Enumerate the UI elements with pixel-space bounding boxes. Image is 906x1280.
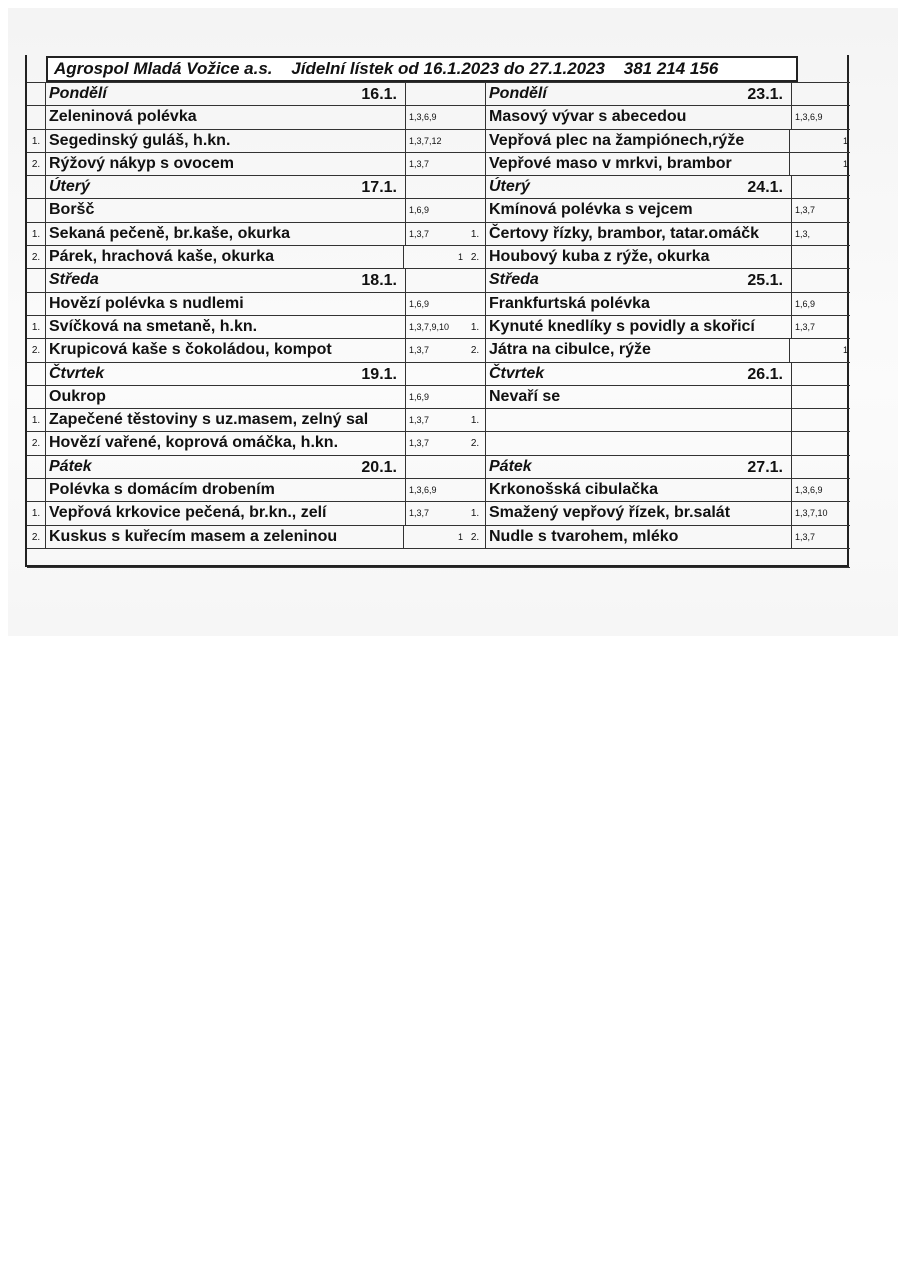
allergens-cell: [406, 363, 465, 385]
dish-label: Rýžový nákyp s ovocem: [49, 154, 234, 172]
dish-label: Kuskus s kuřecím masem a zeleninou: [49, 527, 338, 545]
dish-number: 2.: [465, 432, 486, 454]
day-header-row: [465, 455, 850, 478]
dish-row: [27, 292, 465, 315]
allergens-cell: [406, 176, 465, 198]
dish-label: Zapečené těstoviny s uz.masem, zelný sal: [49, 411, 369, 429]
allergens-cell: [406, 83, 465, 105]
allergens-cell: 1: [842, 345, 848, 356]
dish-number: [27, 83, 46, 105]
dish-label: Segedinský guláš, h.kn.: [49, 131, 231, 149]
allergens-cell: 1,6,9: [795, 298, 816, 309]
dish-name: [46, 479, 406, 501]
week-2-column: [465, 82, 850, 568]
dish-row: [27, 431, 465, 454]
week-1-column: [27, 82, 465, 568]
dish-number: [27, 293, 46, 315]
dish-row: [465, 408, 850, 431]
dish-number: [465, 479, 486, 501]
day-date: 26.1.: [747, 365, 783, 383]
day-name: [46, 269, 406, 291]
allergens-cell: [792, 176, 850, 198]
allergens-cell: 1,3,7: [409, 438, 430, 449]
dish-label: Nudle s tvarohem, mléko: [489, 527, 679, 545]
dish-label: Kmínová polévka s vejcem: [489, 201, 693, 219]
dish-label: Polévka s domácím drobením: [49, 481, 275, 499]
allergens-cell: 1,3,6,9: [795, 112, 823, 123]
dish-label: Krkonošská cibulačka: [489, 481, 658, 499]
phone-number: 381 214 156: [623, 59, 719, 78]
day-header-row: [465, 175, 850, 198]
dish-number: [465, 83, 486, 105]
day-name: [486, 363, 792, 385]
dish-number: 2.: [465, 526, 486, 548]
dish-name: [486, 502, 792, 524]
dish-number: [465, 269, 486, 291]
allergens-cell: [792, 409, 850, 431]
dish-name: [486, 106, 792, 128]
day-date: 24.1.: [747, 179, 783, 197]
dish-number: [465, 456, 486, 478]
dish-row: [27, 198, 465, 221]
dish-name: [46, 130, 406, 152]
allergens-cell: 1,3,7: [409, 508, 430, 519]
day-label: Pátek: [49, 457, 92, 475]
day-date: 18.1.: [361, 272, 397, 290]
dish-row: [27, 525, 465, 548]
dish-label: Oukrop: [49, 387, 106, 405]
dish-label: Houbový kuba z rýže, okurka: [489, 248, 710, 266]
company-name: Agrospol Mladá Vožice a.s.: [54, 59, 273, 78]
dish-row: [465, 198, 850, 221]
dish-name: [46, 153, 406, 175]
dish-number: 1.: [465, 502, 486, 524]
dish-label: Párek, hrachová kaše, okurka: [49, 248, 275, 266]
dish-row: [27, 315, 465, 338]
dish-label: Boršč: [49, 201, 95, 219]
dish-name: [486, 223, 792, 245]
dish-name: [46, 339, 406, 361]
dish-number: [27, 363, 46, 385]
allergens-cell: [792, 456, 850, 478]
day-name: [46, 456, 406, 478]
dish-name: [486, 130, 790, 152]
dish-row: [27, 478, 465, 501]
day-label: Středa: [489, 271, 539, 289]
allergens-cell: [792, 83, 850, 105]
dish-row: [465, 292, 850, 315]
allergens-cell: 1,3,7: [409, 228, 430, 239]
dish-number: [465, 363, 486, 385]
allergens-cell: [406, 456, 465, 478]
allergens-cell: 1,3,: [795, 228, 811, 239]
dish-number: 1.: [27, 502, 46, 524]
dish-number: [465, 386, 486, 408]
day-date: 16.1.: [361, 86, 397, 103]
allergens-cell: 1: [457, 252, 463, 263]
day-name: [486, 269, 792, 291]
dish-name: [46, 502, 406, 524]
dish-row: [465, 152, 850, 175]
day-label: Středa: [49, 271, 99, 289]
dish-number: 1.: [465, 409, 486, 431]
day-label: Pondělí: [489, 85, 547, 102]
dish-name: [486, 293, 792, 315]
dish-label: Smažený vepřový řízek, br.salát: [489, 504, 731, 522]
dish-name: [46, 246, 404, 268]
dish-name: [486, 153, 790, 175]
day-header-row: [27, 455, 465, 478]
day-label: Úterý: [49, 178, 90, 196]
allergens-cell: 1,6,9: [409, 205, 430, 216]
dish-number: [27, 386, 46, 408]
dish-row: [27, 245, 465, 268]
dish-number: 2.: [465, 339, 486, 361]
dish-number: 2.: [27, 339, 46, 361]
allergens-cell: 1,6,9: [409, 391, 430, 402]
allergens-cell: 1,3,6,9: [795, 485, 823, 496]
day-name: [46, 176, 406, 198]
dish-name: [486, 339, 790, 361]
dish-number: 1.: [27, 409, 46, 431]
day-header-row: [27, 82, 465, 105]
dish-label: Vepřová krkovice pečená, br.kn., zelí: [49, 504, 327, 522]
menu-title: Jídelní lístek od 16.1.2023 do 27.1.2023: [291, 59, 606, 78]
allergens-cell: [792, 432, 850, 454]
dish-name: [486, 199, 792, 221]
dish-name: [46, 106, 406, 128]
dish-row: [465, 501, 850, 524]
day-date: 20.1.: [361, 458, 397, 476]
dish-number: [27, 479, 46, 501]
dish-number: [465, 199, 486, 221]
dish-number: 2.: [27, 153, 46, 175]
day-name: [46, 83, 406, 105]
dish-label: Sekaná pečeně, br.kaše, okurka: [49, 224, 291, 242]
dish-name: [486, 526, 792, 548]
allergens-cell: 1: [457, 531, 463, 542]
dish-name: [46, 432, 406, 454]
day-header-row: [465, 82, 850, 105]
day-name: [46, 363, 406, 385]
dish-name: [486, 432, 792, 454]
day-header-row: [465, 362, 850, 385]
dish-row: [465, 105, 850, 128]
dish-number: 2.: [27, 432, 46, 454]
day-header-row: [27, 362, 465, 385]
dish-number: [27, 456, 46, 478]
dish-label: Čertovy řízky, brambor, tatar.omáčk: [489, 224, 760, 242]
day-header-row: [27, 268, 465, 291]
dish-number: 1.: [27, 130, 46, 152]
day-date: 27.1.: [747, 458, 783, 476]
dish-name: [486, 246, 792, 268]
day-header-row: [465, 268, 850, 291]
dish-number: [27, 199, 46, 221]
dish-number: 2.: [27, 246, 46, 268]
allergens-cell: 1: [842, 158, 848, 169]
day-label: Úterý: [489, 178, 530, 196]
dish-row: [27, 152, 465, 175]
dish-row: [465, 431, 850, 454]
dish-row: [465, 245, 850, 268]
dish-name: [46, 386, 406, 408]
dish-row: [27, 408, 465, 431]
allergens-cell: 1,3,6,9: [409, 485, 437, 496]
dish-label: Masový vývar s abecedou: [489, 108, 687, 126]
dish-row: [465, 385, 850, 408]
dish-name: [486, 409, 792, 431]
allergens-cell: 1,3,7,12: [409, 135, 442, 146]
allergens-cell: [406, 269, 465, 291]
allergens-cell: 1,3,7: [795, 205, 816, 216]
dish-row: [465, 129, 850, 152]
allergens-cell: 1,6,9: [409, 298, 430, 309]
dish-row: [465, 222, 850, 245]
dish-name: [486, 479, 792, 501]
dish-label: Kynuté knedlíky s povidly a skořicí: [489, 317, 755, 335]
dish-number: [465, 293, 486, 315]
day-label: Pátek: [489, 457, 532, 475]
dish-number: [465, 130, 486, 152]
allergens-cell: [792, 363, 850, 385]
dish-number: 1.: [465, 223, 486, 245]
dish-name: [46, 409, 406, 431]
dish-number: 2.: [465, 246, 486, 268]
dish-number: [465, 176, 486, 198]
day-name: [486, 176, 792, 198]
day-label: Pondělí: [49, 85, 107, 102]
dish-name: [46, 526, 404, 548]
day-name: [486, 83, 792, 105]
allergens-cell: 1,3,7: [409, 345, 430, 356]
dish-number: 1.: [27, 223, 46, 245]
empty-row: [465, 548, 850, 568]
dish-number: [27, 269, 46, 291]
dish-label: Játra na cibulce, rýže: [489, 341, 651, 359]
dish-label: Krupicová kaše s čokoládou, kompot: [49, 341, 332, 359]
dish-row: [27, 385, 465, 408]
day-date: 25.1.: [747, 272, 783, 290]
dish-row: [27, 105, 465, 128]
menu-header: [46, 56, 798, 82]
dish-label: Nevaří se: [489, 387, 561, 405]
dish-label: Svíčková na smetaně, h.kn.: [49, 317, 258, 335]
allergens-cell: 1,3,7: [795, 321, 816, 332]
allergens-cell: 1,3,7: [795, 531, 816, 542]
dish-number: 2.: [27, 526, 46, 548]
dish-number: 1.: [465, 316, 486, 338]
dish-name: [486, 316, 792, 338]
day-date: 17.1.: [361, 179, 397, 197]
dish-row: [27, 338, 465, 361]
empty-row: [27, 548, 465, 568]
dish-row: [465, 478, 850, 501]
dish-number: [465, 153, 486, 175]
day-date: 23.1.: [747, 86, 783, 103]
dish-label: Vepřové maso v mrkvi, brambor: [489, 154, 732, 172]
dish-row: [465, 338, 850, 361]
dish-label: Vepřová plec na žampiónech,rýže: [489, 131, 745, 149]
day-name: [486, 456, 792, 478]
allergens-cell: 1,3,7: [409, 415, 430, 426]
allergens-cell: 1,3,6,9: [409, 112, 437, 123]
dish-number: 1.: [27, 316, 46, 338]
dish-label: Hovězí vařené, koprová omáčka, h.kn.: [49, 434, 339, 452]
dish-number: [27, 106, 46, 128]
dish-number: [27, 176, 46, 198]
dish-row: [27, 222, 465, 245]
dish-row: [465, 315, 850, 338]
dish-label: Frankfurtská polévka: [489, 294, 650, 312]
allergens-cell: [792, 386, 850, 408]
dish-number: [465, 106, 486, 128]
allergens-cell: 1,3,7,9,10: [409, 321, 450, 332]
day-label: Čtvrtek: [489, 364, 545, 382]
dish-name: [46, 316, 406, 338]
dish-row: [27, 501, 465, 524]
allergens-cell: [792, 246, 850, 268]
dish-label: Zeleninová polévka: [49, 108, 197, 126]
day-label: Čtvrtek: [49, 364, 105, 382]
dish-row: [465, 525, 850, 548]
day-header-row: [27, 175, 465, 198]
allergens-cell: [792, 269, 850, 291]
allergens-cell: 1,3,7: [409, 158, 430, 169]
allergens-cell: 1: [842, 135, 848, 146]
dish-label: Hovězí polévka s nudlemi: [49, 294, 244, 312]
day-date: 19.1.: [361, 365, 397, 383]
dish-row: [27, 129, 465, 152]
dish-name: [46, 293, 406, 315]
dish-name: [46, 199, 406, 221]
dish-name: [46, 223, 406, 245]
allergens-cell: 1,3,7,10: [795, 508, 828, 519]
dish-name: [486, 386, 792, 408]
